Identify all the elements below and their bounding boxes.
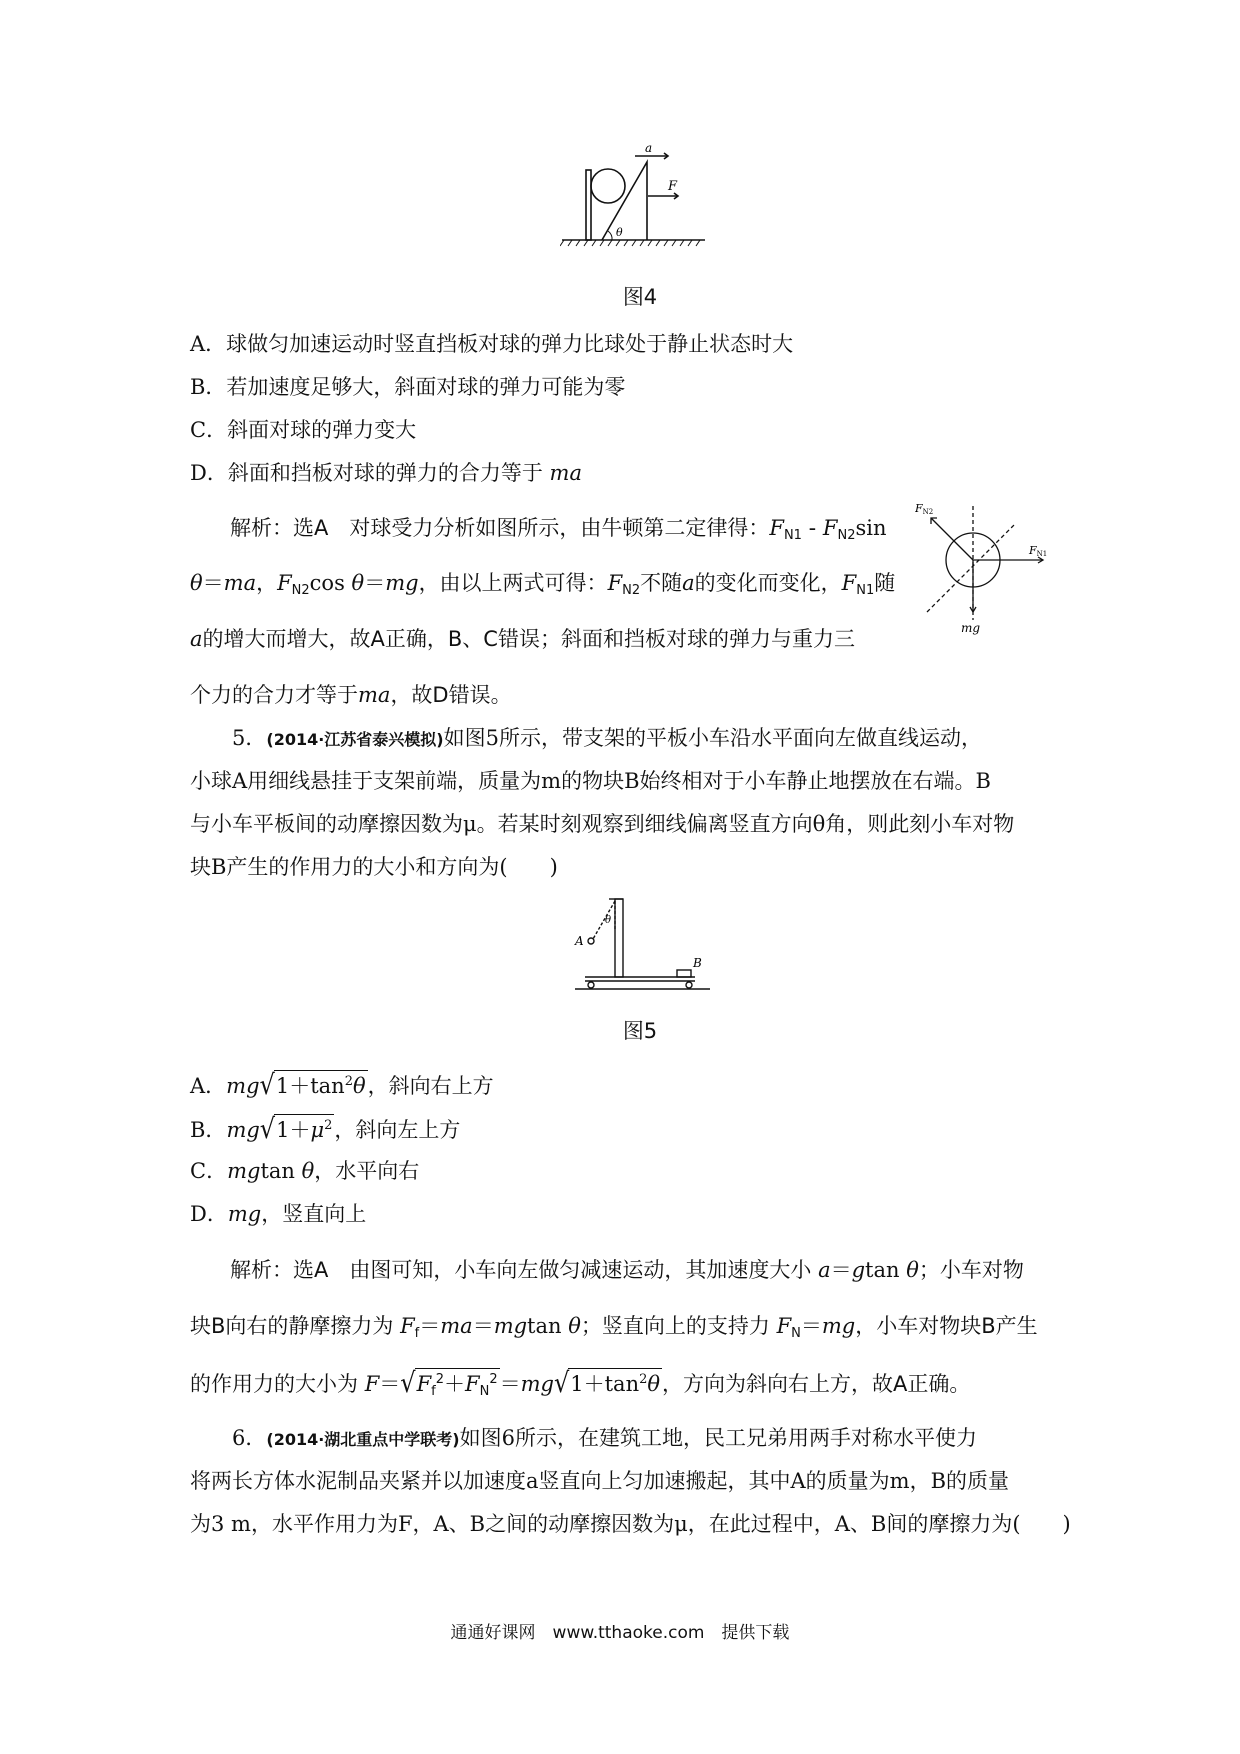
- option-b: B．若加速度足够大，斜面对球的弹力可能为零: [190, 375, 626, 399]
- q5-option-c: C．mgtan θ，水平向右: [190, 1159, 420, 1183]
- mg-label: mg: [961, 621, 981, 635]
- q5-analysis-line3: 的作用力的大小为 $F=√F_f^2+F_N^2=mg√1+\tan^2\theta$，方向为斜向右上方，故A正确。: [190, 1368, 970, 1403]
- fn2-arrow: [931, 518, 973, 560]
- block-b: [677, 970, 691, 977]
- vertical-board: [586, 170, 591, 240]
- ball: [591, 169, 625, 203]
- q5-analysis-line2: 块B向右的静摩擦力为 $F_f=ma=mgtan$ θ；竖直向上的支持力 $F_N=mg$，小车对物块B产生: [190, 1314, 1038, 1341]
- label-A: A: [575, 934, 584, 948]
- q5-line4: 块B产生的作用力的大小和方向为( ): [190, 855, 558, 879]
- label-B: B: [693, 956, 702, 970]
- q4-analysis-line2: θ＝ma，$F_{N2}\cos$ θ＝mg，由以上两式可得：$F_{N2}$不随a的变化而变化，$F_{N1}$随: [190, 571, 896, 598]
- figure-4: [560, 140, 720, 265]
- q5-option-b: B．$mg√1+\mu^2$，斜向左上方: [190, 1112, 461, 1146]
- label-theta: θ: [616, 226, 623, 239]
- option-a: A．球做匀加速运动时竖直挡板对球的弹力比球处于静止状态时大: [190, 332, 794, 356]
- figure-5: [565, 895, 725, 995]
- page-footer: 通通好课网 www.tthaoke.com 提供下载: [450, 1623, 790, 1643]
- fn1-label: FN1: [1029, 544, 1048, 558]
- q5-line1: 5．(2014·江苏省泰兴模拟)如图5所示，带支架的平板小车沿水平面向左做直线运动，: [232, 726, 982, 750]
- label-a: a: [645, 141, 653, 155]
- string: [593, 901, 615, 939]
- figure-4-caption: 图4: [622, 285, 658, 309]
- q6-line2: 将两长方体水泥制品夹紧并以加速度a竖直向上匀加速搬起，其中A的质量为m，B的质量: [190, 1469, 1010, 1493]
- force-diagram: [915, 500, 1055, 640]
- q5-option-d: D．mg，竖直向上: [190, 1202, 367, 1226]
- support-post: [615, 899, 623, 977]
- figure-5-caption: 图5: [622, 1019, 658, 1043]
- q6-line3: 为3 m，水平作用力为F，A、B之间的动摩擦因数为μ，在此过程中，A、B间的摩擦力为( ): [190, 1512, 1071, 1536]
- option-d: D．斜面和挡板对球的弹力的合力等于 ma: [190, 461, 582, 485]
- fn2-label: FN2: [915, 502, 934, 516]
- q5-analysis-line1: 解析：选A 由图可知，小车向左做匀减速运动，其加速度大小 a＝gtan θ；小车对物: [230, 1258, 1024, 1282]
- ball-a: [588, 938, 594, 944]
- q4-analysis-line1: 解析：选A 对球受力分析如图所示，由牛顿第二定律得：$F_{N1} - F_{N2}\sin$: [230, 516, 887, 543]
- incline-block: [602, 162, 647, 240]
- q4-analysis-line4: 个力的合力才等于ma，故D错误。: [190, 683, 512, 707]
- option-c: C．斜面对球的弹力变大: [190, 418, 417, 442]
- q4-analysis-line3: a的增大而增大，故A正确，B、C错误；斜面和挡板对球的弹力与重力三: [190, 627, 855, 651]
- q5-line3: 与小车平板间的动摩擦因数为μ。若某时刻观察到细线偏离竖直方向θ角，则此刻小车对物: [190, 812, 1015, 836]
- q5-line2: 小球A用细线悬挂于支架前端，质量为m的物块B始终相对于小车静止地摆放在右端。B: [190, 769, 991, 793]
- q5-option-a: A．$mg√1+\tan^2\theta$，斜向右上方: [190, 1068, 494, 1102]
- q6-line1: 6．(2014·湖北重点中学联考)如图6所示，在建筑工地，民工兄弟用两手对称水平使力: [232, 1426, 977, 1450]
- label-theta5: θ: [605, 915, 612, 926]
- label-F: F: [668, 179, 678, 194]
